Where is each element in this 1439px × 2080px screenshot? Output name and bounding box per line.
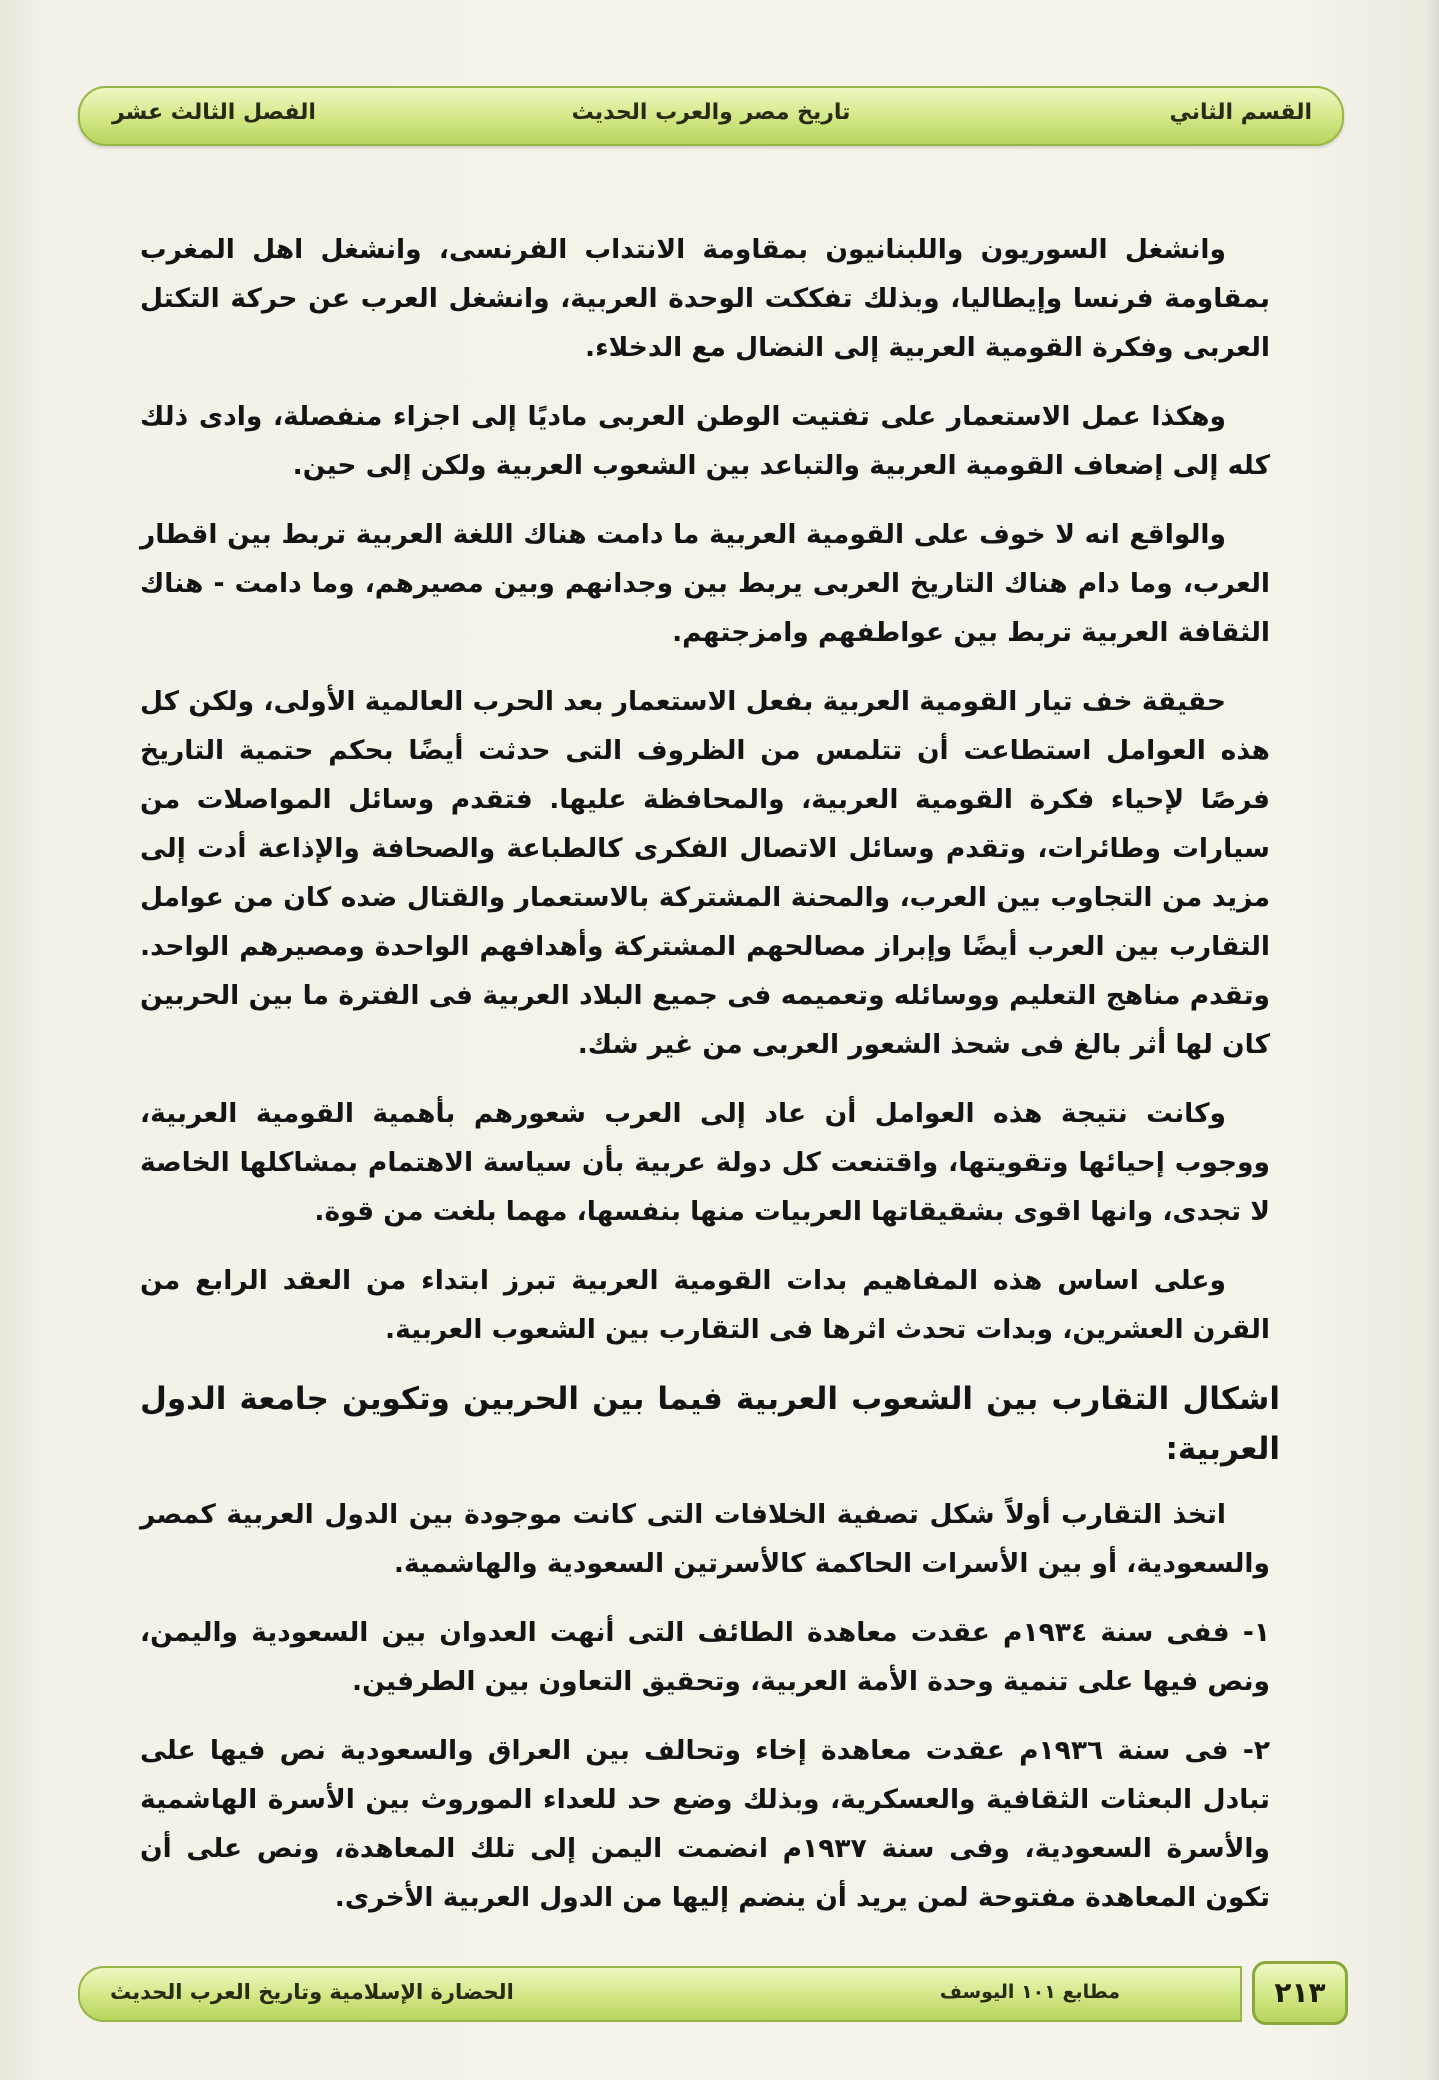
- paragraph: وهكذا عمل الاستعمار على تفتيت الوطن العربى ماديًا إلى اجزاء منفصلة، وادى ذلك كله إلى إضعاف القومية العربية والتباعد بين الشعوب العربية ولكن إلى حين.: [140, 401, 1270, 481]
- paragraph: وكانت نتيجة هذه العوامل أن عاد إلى العرب شعورهم بأهمية القومية العربية، ووجوب إحيائها وتقويتها، واقتنعت كل دولة عربية بأن سياسة الاهتمام بمشاكلها الخاصة لا تجدى، وانها اقوى بشقيقاتها العربيات منها بنفسها، مهما بلغت من قوة.: [140, 1098, 1270, 1227]
- header-section: القسم الثاني: [1169, 100, 1312, 125]
- section-intro: اتخذ التقارب أولاً شكل تصفية الخلافات التى كانت موجودة بين الدول العربية كمصر والسعودية، أو بين الأسرات الحاكمة كالأسرتين السعودية والهاشمية.: [140, 1499, 1270, 1579]
- paragraph: حقيقة خف تيار القومية العربية بفعل الاستعمار بعد الحرب العالمية الأولى، ولكن كل هذه العوامل استطاعت أن تتلمس من الظروف التى حدثت أيضًا بحكم حتمية التاريخ فرصًا لإحياء فكرة القومية العربية، والمحافظة عليها. فتقدم وسائل المواصلات من سيارات وطائرات، وتقدم وسائل الاتصال الفكرى كالطباعة والصحافة والإذاعة أدت إلى مزيد من التجاوب بين العرب، والمحنة المشتركة بالاستعمار والقتال ضده كان من عوامل التقارب بين العرب أيضًا وإبراز مصالحهم المشتركة وأهدافهم الواحدة ومصيرهم الواحد. وتقدم مناهج التعليم ووسائله وتعميمه فى جميع البلاد العربية فى الفترة ما بين الحربين كان لها أثر بالغ فى شحذ الشعور العربى من غير شك.: [140, 686, 1270, 1060]
- header-chapter: الفصل الثالث عشر: [112, 100, 316, 125]
- page-header: [78, 86, 1344, 146]
- header-book-title: تاريخ مصر والعرب الحديث: [571, 100, 851, 125]
- list-item: ١- ففى سنة ١٩٣٤م عقدت معاهدة الطائف التى أنهت العدوان بين السعودية واليمن، ونص فيها على تنمية وحدة الأمة العربية، وتحقيق التعاون بين الطرفين.: [140, 1617, 1271, 1697]
- section-heading: اشكال التقارب بين الشعوب العربية فيما بين الحربين وتكوين جامعة الدول العربية:: [140, 1381, 1280, 1467]
- paragraph: وعلى اساس هذه المفاهيم بدات القومية العربية تبرز ابتداء من العقد الرابع من القرن العشرين، وبدات تحدث اثرها فى التقارب بين الشعوب العربية.: [140, 1265, 1270, 1345]
- page-body: [140, 225, 1280, 1942]
- page-edge-shadow: [1425, 0, 1439, 2080]
- footer-publisher: مطابع ١٠١ اليوسف: [939, 1981, 1120, 2003]
- footer-book-name: الحضارة الإسلامية وتاريخ العرب الحديث: [110, 1980, 514, 2004]
- list-item: ٢- فى سنة ١٩٣٦م عقدت معاهدة إخاء وتحالف بين العراق والسعودية نص فيها على تبادل البعثات الثقافية والعسكرية، وبذلك وضع حد للعداء الموروث بين الأسرة الهاشمية والأسرة السعودية، وفى سنة ١٩٣٧م انضمت اليمن إلى تلك المعاهدة، ونص على أن تكون المعاهدة مفتوحة لمن يريد أن ينضم إليها من الدول العربية الأخرى.: [140, 1735, 1271, 1913]
- page-number: ٢١٣: [1252, 1961, 1348, 2025]
- paragraph: والواقع انه لا خوف على القومية العربية ما دامت هناك اللغة العربية تربط بين اقطار العرب، وما دام هناك التاريخ العربى يربط بين وجدانهم وبين مصيرهم، وما دامت - هناك الثقافة العربية تربط بين عواطفهم وامزجتهم.: [140, 519, 1270, 648]
- paragraph: وانشغل السوريون واللبنانيون بمقاومة الانتداب الفرنسى، وانشغل اهل المغرب بمقاومة فرنسا وإيطاليا، وبذلك تفككت الوحدة العربية، وانشغل العرب عن حركة التكتل العربى وفكرة القومية العربية إلى النضال مع الدخلاء.: [140, 234, 1270, 363]
- page-footer: [78, 1966, 1242, 2022]
